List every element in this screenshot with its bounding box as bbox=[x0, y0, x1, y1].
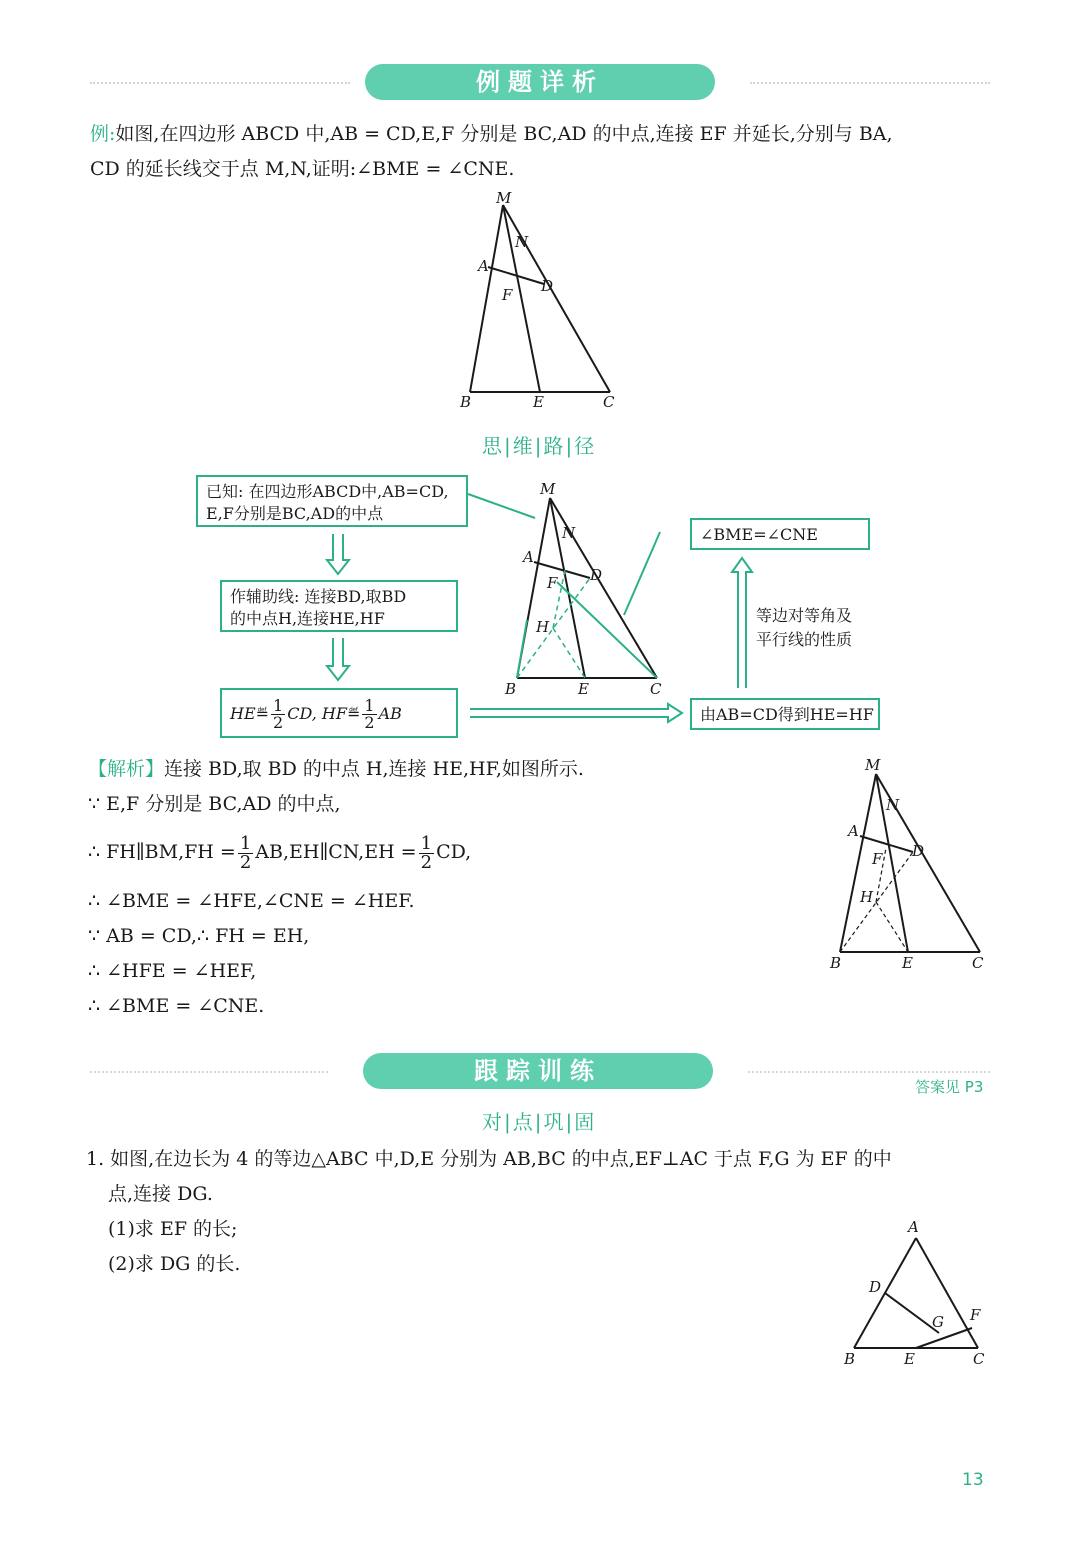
answer-reference: 答案见 P3 bbox=[915, 1078, 984, 1096]
flow-known-line-2: E,F分别是BC,AD的中点 bbox=[206, 504, 384, 523]
flow-goal-box: ∠BME=∠CNE bbox=[690, 518, 870, 550]
arrow-down-2 bbox=[327, 638, 349, 680]
fig3-label-N: N bbox=[886, 796, 900, 814]
solution-l2-c: CD, bbox=[436, 841, 472, 863]
fig3-label-M: M bbox=[865, 756, 881, 774]
example-line-1 bbox=[90, 120, 893, 148]
label-B: B bbox=[460, 393, 472, 411]
section-banner-practice: 跟踪训练 bbox=[363, 1053, 713, 1089]
problem1-q1: (1)求 EF 的长; bbox=[108, 1218, 238, 1240]
flow-frac-1: $\frac{1}{2}$ bbox=[273, 696, 284, 732]
flow-property-line-1: 等边对等角及 bbox=[756, 606, 853, 625]
fig4-label-B: B bbox=[844, 1350, 856, 1368]
solution-line-5: ∴ ∠HFE = ∠HEF, bbox=[88, 960, 257, 982]
solution-intro: 连接 BD,取 BD 的中点 H,连接 HE,HF,如图所示. bbox=[164, 758, 584, 780]
flow-eq-1: ≝ bbox=[255, 704, 270, 723]
fig4-label-D: D bbox=[869, 1278, 882, 1296]
flow-aux-line-2: 的中点H,连接HE,HF bbox=[230, 609, 385, 628]
example-text-1: 如图,在四边形 ABCD 中,AB = CD,E,F 分别是 BC,AD 的中点,连接 EF 并延长,分别与 BA, bbox=[115, 123, 893, 145]
problem1-line-1: 1. 如图,在边长为 4 的等边△ABC 中,D,E 分别为 AB,BC 的中点,EF⊥AC 于点 F,G 为 EF 的中 bbox=[86, 1148, 892, 1170]
flow-frac-2: $\frac{1}{2}$ bbox=[364, 696, 375, 732]
fig4-label-G: G bbox=[932, 1313, 944, 1331]
fig3-label-B: B bbox=[830, 954, 842, 972]
flow-aux-line-1: 作辅助线: 连接BD,取BD bbox=[230, 587, 407, 606]
solution-l2-a: ∴ FH∥BM,FH = bbox=[88, 841, 236, 863]
fig2-label-A: A bbox=[523, 548, 534, 566]
flow-eq-2: ≝ bbox=[346, 704, 361, 723]
solution-line-6: ∴ ∠BME = ∠CNE. bbox=[88, 995, 265, 1017]
section-banner-example: 例题详析 bbox=[365, 64, 715, 100]
divider-right bbox=[750, 82, 990, 84]
solution-intro-line bbox=[88, 755, 584, 783]
flow-he: HE bbox=[230, 704, 256, 723]
divider-right-2 bbox=[748, 1071, 990, 1073]
example-line-2: CD 的延长线交于点 M,N,证明:∠BME = ∠CNE. bbox=[90, 158, 515, 180]
fig3-label-E: E bbox=[902, 954, 913, 972]
flow-he-mid: CD, HF bbox=[287, 704, 347, 723]
flow-result-box: 由AB=CD得到HE=HF bbox=[690, 698, 880, 730]
fig4-label-E: E bbox=[904, 1350, 915, 1368]
label-N: N bbox=[515, 233, 529, 251]
solution-l2-b: AB,EH∥CN,EH = bbox=[255, 841, 417, 863]
divider-left bbox=[90, 82, 350, 84]
solution-frac-2: $\frac{1}{2}$ bbox=[420, 832, 433, 873]
solution-line-2 bbox=[88, 832, 471, 872]
fig4-label-F: F bbox=[970, 1306, 981, 1324]
thinking-path-title: 思|维|路|径 bbox=[482, 434, 597, 458]
label-A: A bbox=[478, 257, 489, 275]
solution-line-3: ∴ ∠BME = ∠HFE,∠CNE = ∠HEF. bbox=[88, 890, 415, 912]
divider-left-2 bbox=[90, 1071, 328, 1073]
figure-quadrilateral bbox=[440, 185, 640, 415]
fig4-label-C: C bbox=[973, 1350, 985, 1368]
fig3-label-F: F bbox=[872, 850, 883, 868]
fig2-label-M: M bbox=[540, 480, 556, 498]
solution-tag: 【解析】 bbox=[88, 758, 165, 780]
fig2-label-D: D bbox=[590, 566, 603, 584]
fig4-label-A: A bbox=[908, 1218, 919, 1236]
figure-solution bbox=[820, 752, 1010, 977]
fig3-label-D: D bbox=[912, 842, 925, 860]
label-F: F bbox=[502, 286, 513, 304]
flow-property-line-2: 平行线的性质 bbox=[756, 630, 853, 649]
fig2-label-H: H bbox=[536, 618, 550, 636]
flow-known-line-1: 已知: 在四边形ABCD中,AB=CD, bbox=[206, 482, 449, 501]
arrow-right bbox=[470, 704, 682, 722]
problem1-line-2: 点,连接 DG. bbox=[108, 1183, 213, 1205]
solution-line-4: ∵ AB = CD,∴ FH = EH, bbox=[88, 925, 310, 947]
problem1-q2: (2)求 DG 的长. bbox=[108, 1253, 241, 1275]
fig2-label-E: E bbox=[578, 680, 589, 698]
arrow-up bbox=[732, 558, 752, 688]
label-D: D bbox=[541, 277, 554, 295]
solution-line-1: ∵ E,F 分别是 BC,AD 的中点, bbox=[88, 793, 341, 815]
solution-frac-1: $\frac{1}{2}$ bbox=[239, 832, 252, 873]
fig3-label-C: C bbox=[972, 954, 984, 972]
consolidate-title: 对|点|巩|固 bbox=[482, 1110, 597, 1134]
flow-diagram bbox=[0, 470, 1080, 750]
fig2-label-N: N bbox=[562, 524, 576, 542]
fig2-label-F: F bbox=[547, 574, 558, 592]
fig2-label-C: C bbox=[650, 680, 662, 698]
fig3-label-A: A bbox=[848, 822, 859, 840]
label-M: M bbox=[496, 189, 512, 207]
figure-equilateral-triangle bbox=[838, 1214, 998, 1374]
example-label: 例: bbox=[90, 123, 116, 145]
arrow-down-1 bbox=[327, 534, 349, 574]
fig2-label-B: B bbox=[505, 680, 517, 698]
page-number: 13 bbox=[962, 1470, 984, 1490]
flow-ab: AB bbox=[378, 704, 402, 723]
label-C: C bbox=[603, 393, 615, 411]
label-E: E bbox=[533, 393, 544, 411]
fig3-label-H: H bbox=[860, 888, 874, 906]
